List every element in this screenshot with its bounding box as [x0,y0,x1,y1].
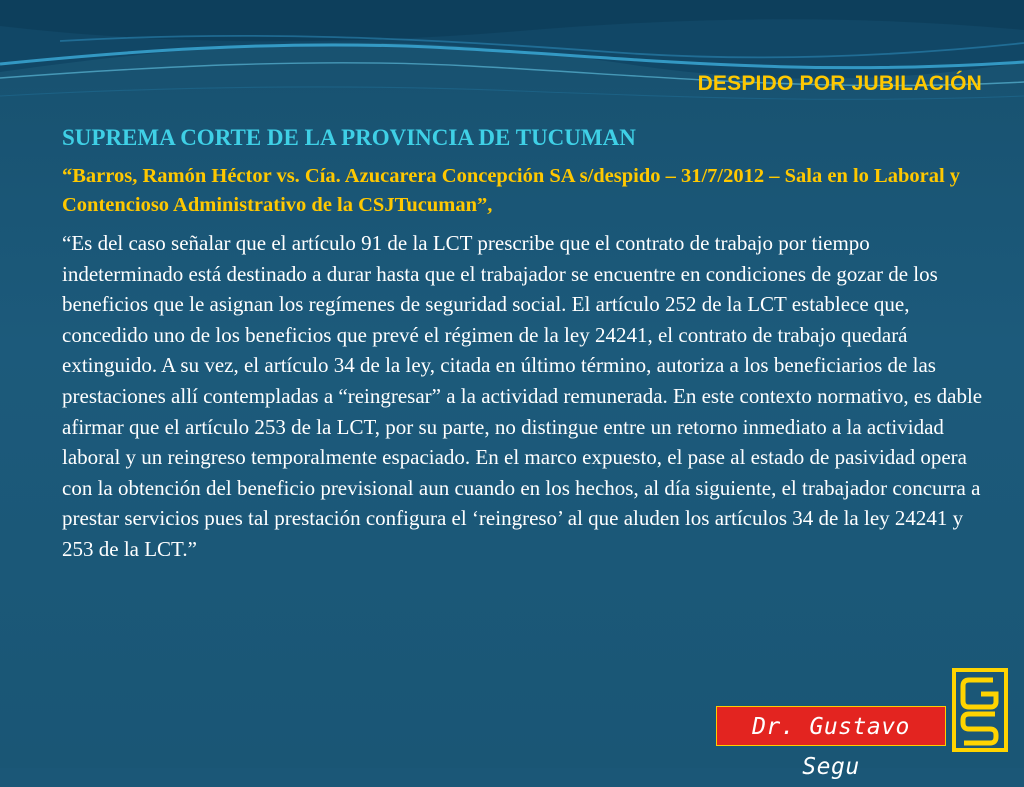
header-waves-decoration [0,0,1024,120]
court-title: SUPREMA CORTE DE LA PROVINCIA DE TUCUMAN [62,125,636,150]
gs-monogram-svg [956,672,1004,748]
case-citation: “Barros, Ramón Héctor vs. Cía. Azucarera Concepción SA s/despido – 31/7/2012 – Sala en lo Laboral y Contencioso Administrativo de la CSJTucuman”, [62,165,961,216]
quote-body: “Es del caso señalar que el artículo 91 de la LCT prescribe que el contrato de trabajo por tiempo indeterminado está destinado a durar hasta que el trabajador se encuentre en condiciones de gozar de los beneficios que le asignan los regímenes de seguridad social. El artículo 252 de la LCT establece que, concedido uno de los beneficios que prevé el régimen de la ley 24241, el contrato de trabajo quedará extinguido. A su vez, el artículo 34 de la ley, citada en último término, autoriza a los beneficiarios de las prestaciones allí contempladas a “reingresar” a la actividad remunerada. En este contexto normativo, es dable afirmar que el artículo 253 de la LCT, por su parte, no distingue entre un retorno inmediato a la actividad laboral y un reingreso temporalmente espaciado. En el marco expuesto, el pase al estado de pasividad opera con la obtención del beneficio previsional aun cuando en los hechos, al día siguiente, el trabajador concurra a prestar servicios pues tal prestación configura el ‘reingreso’ al que aluden los artículos 34 de la ley 24241 y 253 de la LCT.” [62,231,983,561]
gs-monogram-icon [952,668,1008,752]
author-badge: Dr. Gustavo Segu [716,706,946,746]
slide-title: DESPIDO POR JUBILACIÓN [697,72,982,95]
slide-content [62,123,987,565]
